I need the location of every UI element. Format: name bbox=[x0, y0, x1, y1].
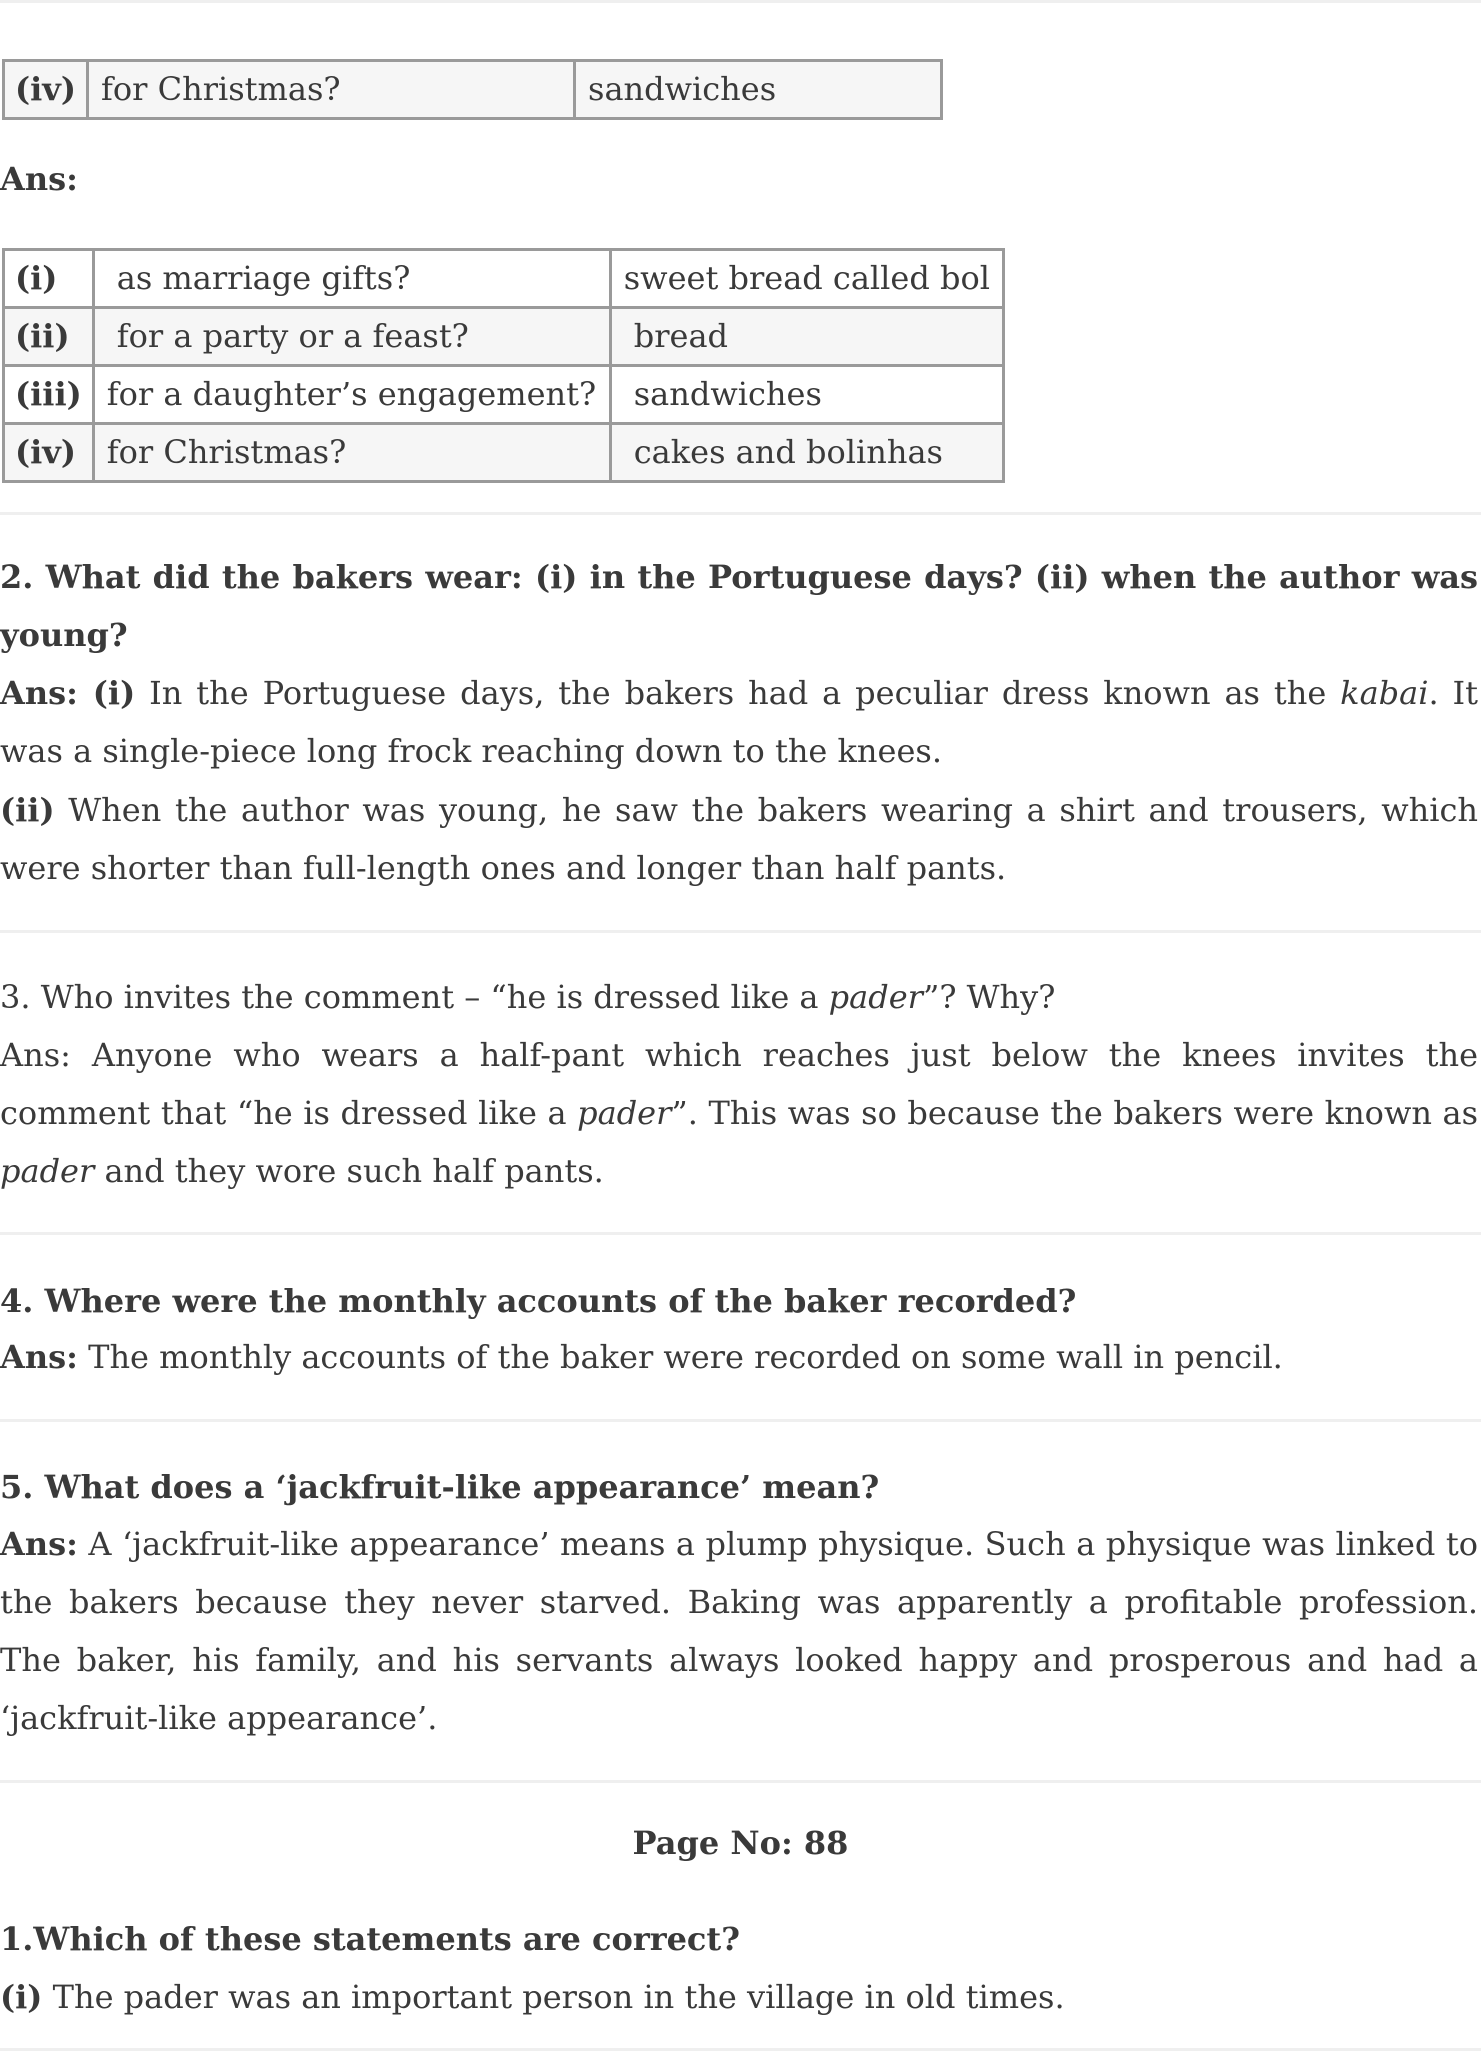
italic-term: pader bbox=[828, 978, 923, 1016]
answer-table bbox=[2, 248, 1005, 483]
occasion-cell: for Christmas? bbox=[88, 61, 575, 119]
item-cell: bread bbox=[610, 308, 1003, 366]
item-cell: cakes and bolinhas bbox=[610, 424, 1003, 482]
ans-label: Ans: bbox=[0, 160, 78, 198]
statement-text: The pader was an important person in the village in old times. bbox=[42, 1978, 1065, 2016]
question-p88-1: 1.Which of these statements are correct? bbox=[0, 1920, 740, 1958]
row-number: (i) bbox=[4, 250, 94, 308]
occasion-cell: for a daughter’s engagement? bbox=[93, 366, 610, 424]
question-2: 2. What did the bakers wear: (i) in the Portuguese days? (ii) when the author was young? bbox=[0, 558, 1478, 654]
page-number: Page No: 88 bbox=[632, 1824, 849, 1862]
ans-prefix: Ans: bbox=[0, 1525, 78, 1563]
answer-5 bbox=[0, 1515, 1478, 1747]
italic-term: pader bbox=[577, 1094, 672, 1132]
table-row bbox=[4, 250, 1004, 308]
occasion-cell: for a party or a feast? bbox=[93, 308, 610, 366]
question-table bbox=[2, 59, 943, 120]
table-row bbox=[4, 308, 1004, 366]
answer-text: When the author was young, he saw the bakers wearing a shirt and trousers, which were shorter than full-length ones and longer than half pants. bbox=[0, 791, 1478, 887]
answer-4 bbox=[0, 1328, 1478, 1386]
answer-2-part-1 bbox=[0, 664, 1478, 780]
italic-term: kabai bbox=[1340, 674, 1429, 712]
answer-text: A ‘jackfruit-like appearance’ means a plump physique. Such a physique was linked to the bakers because they never starved. Baking was apparently a profitable profession. The baker, his family, and his servants always looked happy and prosperous and had a ‘jackfruit-like appearance’. bbox=[0, 1525, 1478, 1737]
question-5: 5. What does a ‘jackfruit-like appearance’ mean? bbox=[0, 1468, 880, 1506]
row-number: (iii) bbox=[4, 366, 94, 424]
row-number: (iv) bbox=[4, 61, 88, 119]
item-cell: sandwiches bbox=[575, 61, 942, 119]
divider bbox=[0, 0, 1481, 3]
answer-text: The monthly accounts of the baker were recorded on some wall in pencil. bbox=[77, 1338, 1283, 1376]
occasion-cell: for Christmas? bbox=[93, 424, 610, 482]
item-cell: sandwiches bbox=[610, 366, 1003, 424]
divider bbox=[0, 1232, 1481, 1235]
ans-prefix: Ans: (i) bbox=[0, 674, 136, 712]
answer-text: and they wore such half pants. bbox=[94, 1152, 604, 1190]
item-prefix: (i) bbox=[0, 1978, 43, 2016]
answer-text: Ans: Anyone who wears a half-pant which reaches just below the knees invites the comment that “he is dressed like a bbox=[0, 1036, 1478, 1132]
ans-prefix: (ii) bbox=[0, 791, 55, 829]
answer-3 bbox=[0, 1026, 1478, 1200]
occasion-cell: as marriage gifts? bbox=[93, 250, 610, 308]
answer-text: . It was a single-piece long frock reaching down to the knees. bbox=[0, 674, 1479, 770]
question-text: ”? Why? bbox=[922, 978, 1056, 1016]
divider bbox=[0, 2048, 1481, 2051]
table-row bbox=[4, 366, 1004, 424]
question-text: 3. Who invites the comment – “he is dressed like a bbox=[0, 978, 829, 1016]
divider bbox=[0, 930, 1481, 933]
italic-term: pader bbox=[0, 1152, 95, 1190]
divider bbox=[0, 1780, 1481, 1783]
ans-prefix: Ans: bbox=[0, 1338, 78, 1376]
row-number: (ii) bbox=[4, 308, 94, 366]
statement-i bbox=[0, 1968, 1478, 2026]
answer-2-part-2 bbox=[0, 781, 1478, 897]
question-3 bbox=[0, 968, 1478, 1026]
answer-text: ”. This was so because the bakers were known as bbox=[671, 1094, 1479, 1132]
table-row bbox=[4, 61, 942, 119]
question-4: 4. Where were the monthly accounts of the baker recorded? bbox=[0, 1282, 1077, 1320]
item-cell: sweet bread called bol bbox=[610, 250, 1003, 308]
table-row bbox=[4, 424, 1004, 482]
row-number: (iv) bbox=[4, 424, 94, 482]
divider bbox=[0, 1419, 1481, 1422]
divider bbox=[0, 512, 1481, 515]
answer-text: In the Portuguese days, the bakers had a peculiar dress known as the bbox=[135, 674, 1341, 712]
